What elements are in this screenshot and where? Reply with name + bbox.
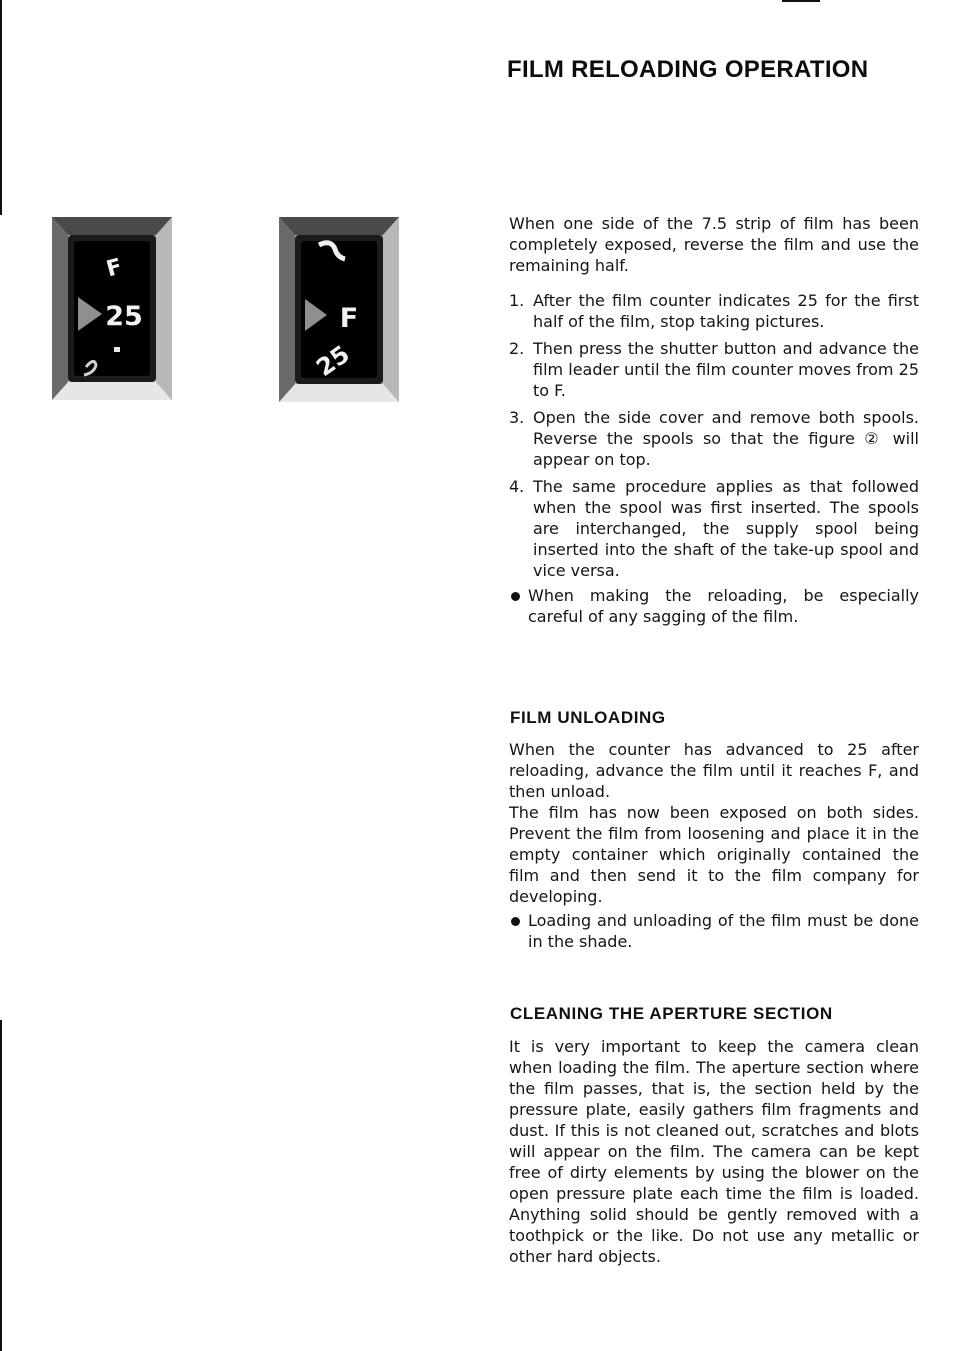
reloading-steps: [509, 290, 919, 581]
reloading-note: [509, 585, 919, 627]
step-item: [509, 338, 919, 401]
counter-dot-mark: [114, 347, 120, 352]
film-counter-illustration-first-half: [52, 217, 172, 400]
counter-center-mark: F: [339, 303, 359, 334]
unloading-section: [509, 739, 919, 952]
scan-edge-left-bottom: [0, 1020, 2, 1351]
step-number: 3.: [509, 408, 525, 427]
step-text: After the film counter indicates 25 for the first half of the film, stop taking pictures.: [533, 291, 919, 331]
step-text: Open the side cover and remove both spools. Reverse the spools so that the figure ② will appear on top.: [533, 408, 919, 469]
cleaning-paragraph: It is very important to keep the camera clean when loading the film. The aperture section where the film passes, that is, the section held by the pressure plate, easily gathers film fragments and dust. If this is not cleaned out, scratches and blots will appear on the film. The camera can be kept free of dirty elements by using the blower on the open pressure plate each time the film is loaded. Anything solid should be gently removed with a toothpick or the like. Do not use any metallic or other hard objects.: [509, 1037, 919, 1266]
step-item: [509, 476, 919, 581]
step-item: [509, 407, 919, 470]
scan-edge-top-mark: [782, 0, 820, 2]
film-counter-illustration-second-half: [279, 217, 399, 402]
step-text: Then press the shutter button and advance the film leader until the film counter moves from 25 to F.: [533, 339, 919, 400]
step-number: 2.: [509, 339, 525, 358]
step-number: 4.: [509, 477, 525, 496]
reloading-section: [509, 213, 919, 627]
counter-top-mark: F: [103, 254, 125, 283]
step-number: 1.: [509, 291, 525, 310]
page-title: FILM RELOADING OPERATION: [507, 56, 869, 83]
reloading-intro: When one side of the 7.5 strip of film has been completely exposed, reverse the film and use the remaining half.: [509, 214, 919, 275]
bullet-dot-icon: [511, 592, 520, 601]
counter-center-mark: 25: [105, 301, 143, 332]
counter-bottom-mark: 25: [311, 339, 355, 383]
bullet-dot-icon: [511, 917, 520, 926]
unloading-note-text: Loading and unloading of the film must be done in the shade.: [528, 911, 919, 951]
unloading-heading: FILM UNLOADING: [510, 708, 666, 727]
unloading-paragraph-2: The film has now been exposed on both sides. Prevent the film from loosening and place it in the empty container which originally contained the film and then send it to the film company for developing.: [509, 803, 919, 906]
cleaning-heading: CLEANING THE APERTURE SECTION: [510, 1004, 833, 1023]
reloading-note-text: When making the reloading, be especially careful of any sagging of the film.: [528, 586, 919, 626]
step-item: [509, 290, 919, 332]
step-text: The same procedure applies as that followed when the spool was first inserted. The spools are interchanged, the supply spool being inserted into the shaft of the take-up spool and vice versa.: [533, 477, 919, 580]
unloading-paragraph-1: When the counter has advanced to 25 after reloading, advance the film until it reaches F, and then unload.: [509, 740, 919, 801]
scan-edge-left-top: [0, 0, 2, 215]
unloading-note: [509, 910, 919, 952]
cleaning-section: [509, 1036, 919, 1267]
